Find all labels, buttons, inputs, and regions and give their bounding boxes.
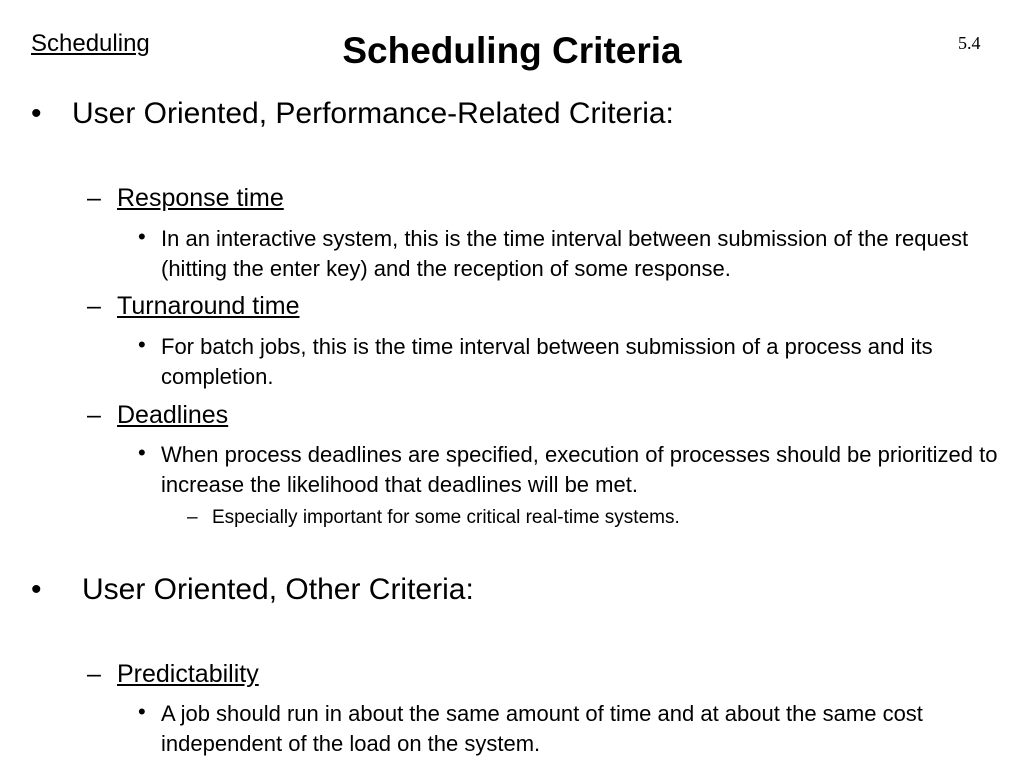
bullet-icon: • [138, 224, 146, 249]
detail-turnaround-time: For batch jobs, this is the time interval between submission of a process and its completion. [161, 334, 933, 389]
section-link-scheduling[interactable]: Scheduling [31, 30, 150, 57]
subdetail-deadlines: Especially important for some critical real-time systems. [212, 507, 680, 528]
bullet-icon: • [138, 332, 146, 357]
bullet-icon: • [31, 573, 42, 606]
detail-predictability: A job should run in about the same amount of time and at about the same cost independent of the load on the system. [161, 701, 923, 756]
bullet-icon: • [138, 440, 146, 465]
slide-title: Scheduling Criteria [342, 30, 682, 71]
bullet-icon: • [138, 699, 146, 724]
dash-icon: – [187, 507, 198, 528]
dash-icon: – [87, 292, 101, 320]
group2-heading: User Oriented, Other Criteria: [82, 573, 474, 606]
detail-deadlines: When process deadlines are specified, execution of processes should be prioritized to increase the likelihood that deadlines will be met. [161, 442, 998, 497]
term-deadlines: Deadlines [117, 401, 229, 429]
slide-number: 5.4 [958, 33, 981, 53]
term-response-time: Response time [117, 184, 284, 212]
dash-icon: – [87, 401, 101, 429]
term-predictability: Predictability [117, 660, 259, 688]
term-turnaround-time: Turnaround time [117, 292, 300, 320]
group1-heading: User Oriented, Performance-Related Criteria: [72, 97, 674, 130]
dash-icon: – [87, 660, 101, 688]
detail-response-time: In an interactive system, this is the time interval between submission of the request (hitting the enter key) and the reception of some response. [161, 226, 969, 281]
bullet-icon: • [31, 97, 42, 130]
dash-icon: – [87, 184, 101, 212]
